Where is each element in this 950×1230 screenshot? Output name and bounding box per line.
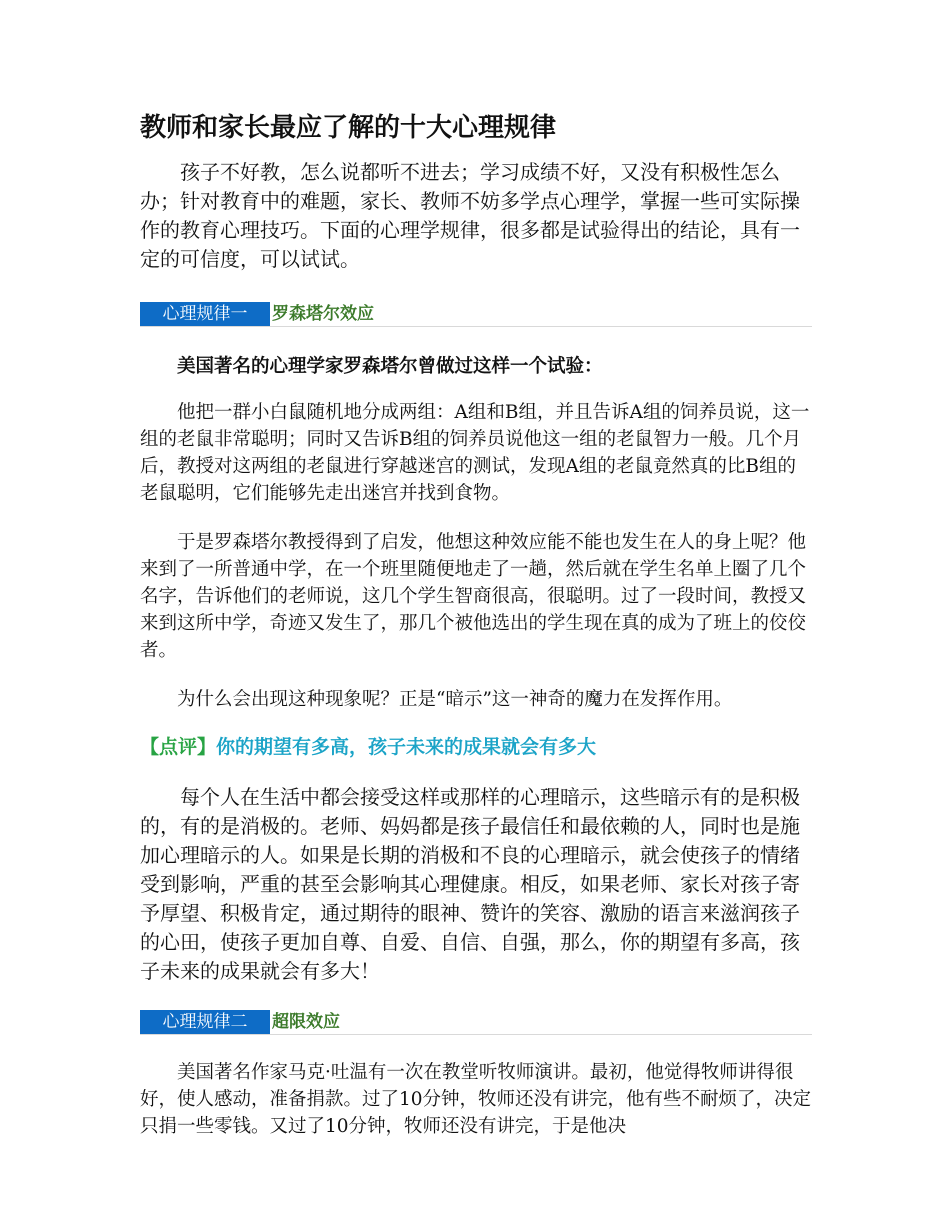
law-1-paragraph-2: 于是罗森塔尔教授得到了启发，他想这种效应能不能也发生在人的身上呢？他来到了一所普通中学，在一个班里随便地走了一趟，然后就在学生名单上圈了几个名字，告诉他们的老师说，这几个学生智商很高，很聪明。过了一段时间，教授又来到这所中学，奇迹又发生了，那几个被他选出的学生现在真的成为了班上的佼佼者。 [140, 532, 807, 661]
law-1-paragraph-3: 为什么会出现这种现象呢？正是“暗示”这一神奇的魔力在发挥作用。 [177, 689, 733, 710]
comment-headline: 你的期望有多高，孩子未来的成果就会有多大 [216, 736, 597, 758]
law-1-lead: 美国著名的心理学家罗森塔尔曾做过这样一个试验： [177, 356, 603, 377]
law-2-paragraph: 美国著名作家马克·吐温有一次在教堂听牧师演讲。最初，他觉得牧师讲得很好，使人感动，准备捐款。过了10分钟，牧师还没有讲完，他有些不耐烦了，决定只捐一些零钱。又过了10分钟，牧师还没有讲完，于是他决 [140, 1062, 812, 1137]
law-2-tag: 心理规律二 [140, 1010, 270, 1034]
law-1-comment-heading [140, 733, 812, 761]
law-2-name: 超限效应 [272, 1012, 340, 1032]
law-1-header [140, 302, 812, 327]
law-1-tag: 心理规律一 [140, 302, 270, 326]
intro-paragraph: 孩子不好教，怎么说都听不进去；学习成绩不好，又没有积极性怎么办；针对教育中的难题，家长、教师不妨多学点心理学，掌握一些可实际操作的教育心理技巧。下面的心理学规律，很多都是试验得出的结论，具有一定的可信度，可以试试。 [140, 160, 800, 271]
comment-label: 【点评】 [140, 736, 217, 758]
law-2-header [140, 1010, 812, 1035]
law-1-comment-body: 每个人在生活中都会接受这样或那样的心理暗示，这些暗示有的是积极的，有的是消极的。老师、妈妈都是孩子最信任和最依赖的人，同时也是施加心理暗示的人。如果是长期的消极和不良的心理暗示，就会使孩子的情绪受到影响，严重的甚至会影响其心理健康。相反，如果老师、家长对孩子寄予厚望、积极肯定，通过期待的眼神、赞许的笑容、激励的语言来滋润孩子的心田，使孩子更加自尊、自爱、自信、自强，那么，你的期望有多高，孩子未来的成果就会有多大！ [140, 785, 800, 983]
document-page [140, 108, 812, 1140]
law-1-name: 罗森塔尔效应 [272, 304, 374, 324]
law-1-paragraph-1: 他把一群小白鼠随机地分成两组：A组和B组，并且告诉A组的饲养员说，这一组的老鼠非常聪明；同时又告诉B组的饲养员说他这一组的老鼠智力一般。几个月后，教授对这两组的老鼠进行穿越迷宫的测试，发现A组的老鼠竟然真的比B组的老鼠聪明，它们能够先走出迷宫并找到食物。 [140, 402, 810, 504]
document-title: 教师和家长最应了解的十大心理规律 [140, 113, 557, 143]
